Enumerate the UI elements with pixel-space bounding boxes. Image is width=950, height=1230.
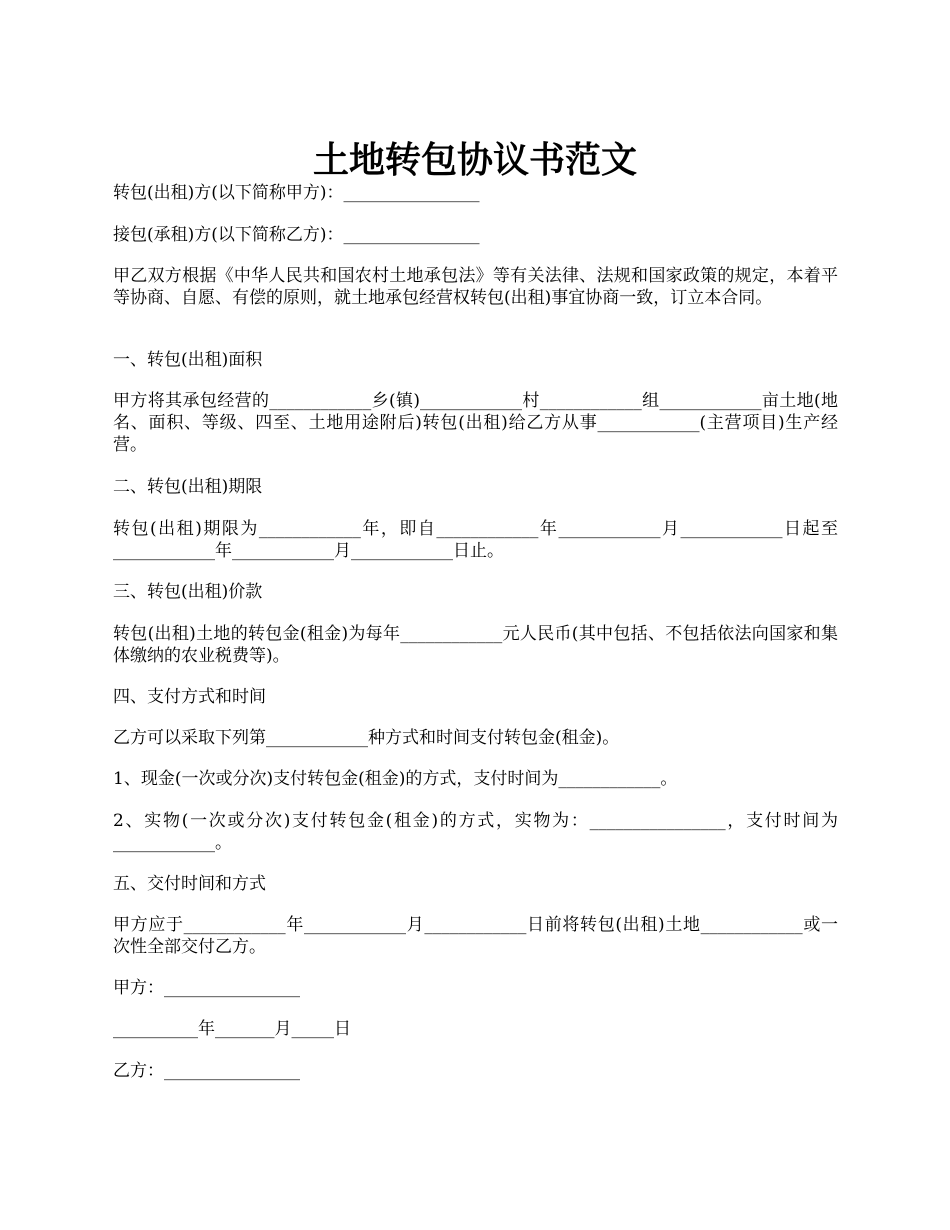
- document-title: 土地转包协议书范文: [312, 139, 637, 182]
- preamble-paragraph: 甲乙双方根据《中华人民共和国农村土地承包法》等有关法律、法规和国家政策的规定，本着平等协商、自愿、有偿的原则，就土地承包经营权转包(出租)事宜协商一致，订立本合同。: [113, 266, 838, 308]
- party-a-line: 转包(出租)方(以下简称甲方)：________________: [113, 183, 480, 203]
- party-b-line: 接包(承租)方(以下简称乙方)：________________: [113, 225, 480, 245]
- section-4-heading: 四、支付方式和时间: [113, 687, 266, 707]
- section-5-body: 甲方应于____________年____________月____________日前将转包(出租)土地____________或一次性全部交付乙方。: [113, 915, 838, 957]
- signature-date: __________年_______月_____日: [113, 1019, 351, 1039]
- section-2-body: 转包(出租)期限为____________年，即自____________年____________月____________日起至____________年____________月____________日止。: [113, 519, 838, 561]
- section-1-body: 甲方将其承包经营的____________乡(镇)____________村____________组____________亩土地(地名、面积、等级、四至、土地用途附后)转包(出租)给乙方从事____________(主营项目)生产经营。: [113, 391, 838, 455]
- section-3-heading: 三、转包(出租)价款: [113, 582, 263, 602]
- section-2-heading: 二、转包(出租)期限: [113, 477, 263, 497]
- section-3-body: 转包(出租)土地的转包金(租金)为每年____________元人民币(其中包括、不包括依法向国家和集体缴纳的农业税费等)。: [113, 624, 838, 666]
- section-1-heading: 一、转包(出租)面积: [113, 350, 263, 370]
- section-4-body: 乙方可以采取下列第____________种方式和时间支付转包金(租金)。: [113, 728, 620, 748]
- party-a-signature: 甲方：________________: [113, 978, 300, 998]
- party-b-signature: 乙方：________________: [113, 1061, 300, 1081]
- payment-option-2: 2、实物(一次或分次)支付转包金(租金)的方式，实物为：________________，支付时间为____________。: [113, 811, 838, 853]
- payment-option-1: 1、现金(一次或分次)支付转包金(租金)的方式，支付时间为____________。: [113, 769, 678, 789]
- section-5-heading: 五、交付时间和方式: [113, 874, 266, 894]
